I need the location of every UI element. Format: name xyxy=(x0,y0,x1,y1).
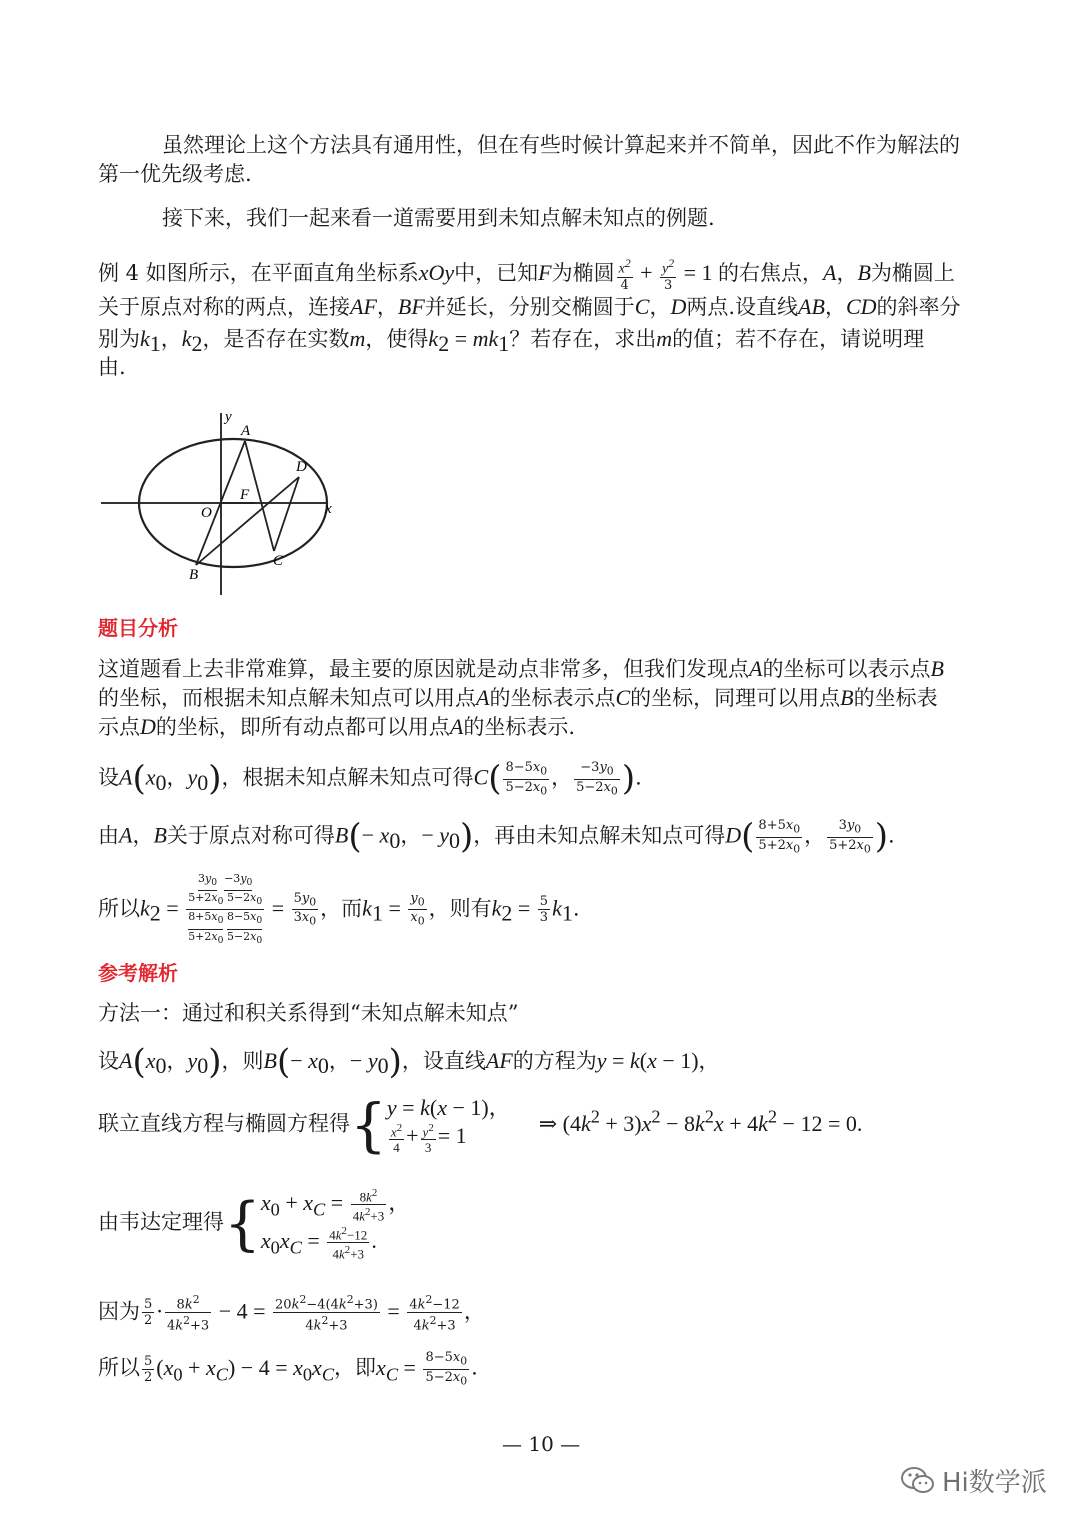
analysis-line-2: 的坐标，而根据未知点解未知点可以用点A的坐标表示点C的坐标，同理可以用点B的坐标表 xyxy=(98,685,938,710)
label-c: C xyxy=(273,553,284,569)
ellipse-figure xyxy=(95,405,345,597)
reference-heading: 参考解析 xyxy=(98,961,178,985)
wechat-icon xyxy=(900,1466,936,1496)
analysis-slopes: 所以$k_2$ = $3y_0 -3y_0$ $5+2x_0$ $5-2x_0$ $8+5x_0$ $8-5x_0$ $5+2x_0$ $5-2x_0$ = $\frac{5y_0}{3x_0}$ ，而$k_1$ = $\frac{y_0}{x_0}$ ，则有$k_2$ = $\frac{5}{3}$ $k_1$. xyxy=(98,872,580,946)
label-f: F xyxy=(240,487,250,503)
line-ac xyxy=(245,441,274,551)
label-o: O xyxy=(201,505,212,521)
label-x: x xyxy=(325,501,332,517)
label-d: D xyxy=(296,459,307,475)
watermark xyxy=(900,1462,1047,1499)
analysis-line-1: 这道题看上去非常难算，最主要的原因就是动点非常多，但我们发现点A的坐标可以表示点B xyxy=(98,656,944,681)
analysis-set-a: 设$A(x_0$，$y_0$)，根据未知点解未知点可得C( $\frac{8-5x_0}{5-2x_0}$ ， $\frac{-3y_0}{5-2x_0}$ ). xyxy=(98,758,642,799)
reference-combine: 联立直线方程与椭圆方程得{ y = k(x − 1)， $\frac{x^2}{4}$ + $\frac{y^2}{3}$ = 1 ⇒ $(4k^2 + 3)x^2 - 8k^2x + 4k^2 - 12 = 0$. xyxy=(98,1091,863,1160)
transition-paragraph: 接下来，我们一起来看一道需要用到未知点解未知点的例题. xyxy=(162,206,715,230)
intro-paragraph: 虽然理论上这个方法具有通用性，但在有些时候计算起来并不简单，因此不作为解法的第一优先级考虑. xyxy=(98,133,960,186)
label-a: A xyxy=(241,423,251,439)
analysis-line-3: 示点D的坐标，即所有动点都可以用点A的坐标表示. xyxy=(98,714,576,739)
reference-method-1: 方法一：通过和积关系得到“未知点解未知点” xyxy=(98,1001,519,1025)
reference-therefore: 所以 $\frac{5}{2}$ $(x_0 + x_C) - 4 = x_0x_C$，即$x_C$ = $\frac{8-5x_0}{5-2x_0}$ . xyxy=(98,1350,478,1388)
label-y: y xyxy=(225,409,232,425)
example-line-3: 别为$k_1$，$k_2$，是否存在实数m，使得$k_2 = mk_1$？若存在，求出m的值；若不存在，请说明理 xyxy=(98,326,925,357)
reference-set: 设$A(x_0$，$y_0$)，则$B(- x_0$，− $y_0$)，设直线AF的方程为y = k(x − 1)， xyxy=(98,1042,720,1082)
reference-vieta: 由韦达定理得{ $x_0 + x_C$ = $\frac{8k^2}{4k^2+3}$ ， $x_0x_C$ = $\frac{4k^2-12}{4k^2+3}$ . xyxy=(98,1187,411,1262)
label-b: B xyxy=(189,567,199,583)
reference-because: 因为 $\frac{5}{2}$ · $\frac{8k^2}{4k^2+3}$ − 4 = $\frac{20k^2-4(4k^2+3)}{4k^2+3}$ = $\frac{4k^2-12}{4k^2+3}$ ， xyxy=(98,1293,485,1334)
analysis-heading: 题目分析 xyxy=(98,616,178,640)
analysis-symmetric: 由A，B关于原点对称可得$B(- x_0$，− $y_0$)，再由未知点解未知点可得D( $\frac{8+5x_0}{5+2x_0}$ ， $\frac{3y_0}{5+2x_0}$ ). xyxy=(98,816,895,857)
page-number: — 10 — xyxy=(502,1432,581,1456)
example-line-4: 由. xyxy=(98,355,126,379)
example-line-1: 例 4 如图所示，在平面直角坐标系xOy中，已知F为椭圆 $\frac{x^2}{4}$ + $\frac{y^2}{3}$ = 1 的右焦点，A，B为椭圆上 xyxy=(98,257,955,293)
example-line-2: 关于原点对称的两点，连接AF，BF并延长，分别交椭圆于C，D两点.设直线AB，CD的斜率分 xyxy=(98,294,961,319)
watermark-text: Hi数学派 xyxy=(942,1468,1047,1498)
